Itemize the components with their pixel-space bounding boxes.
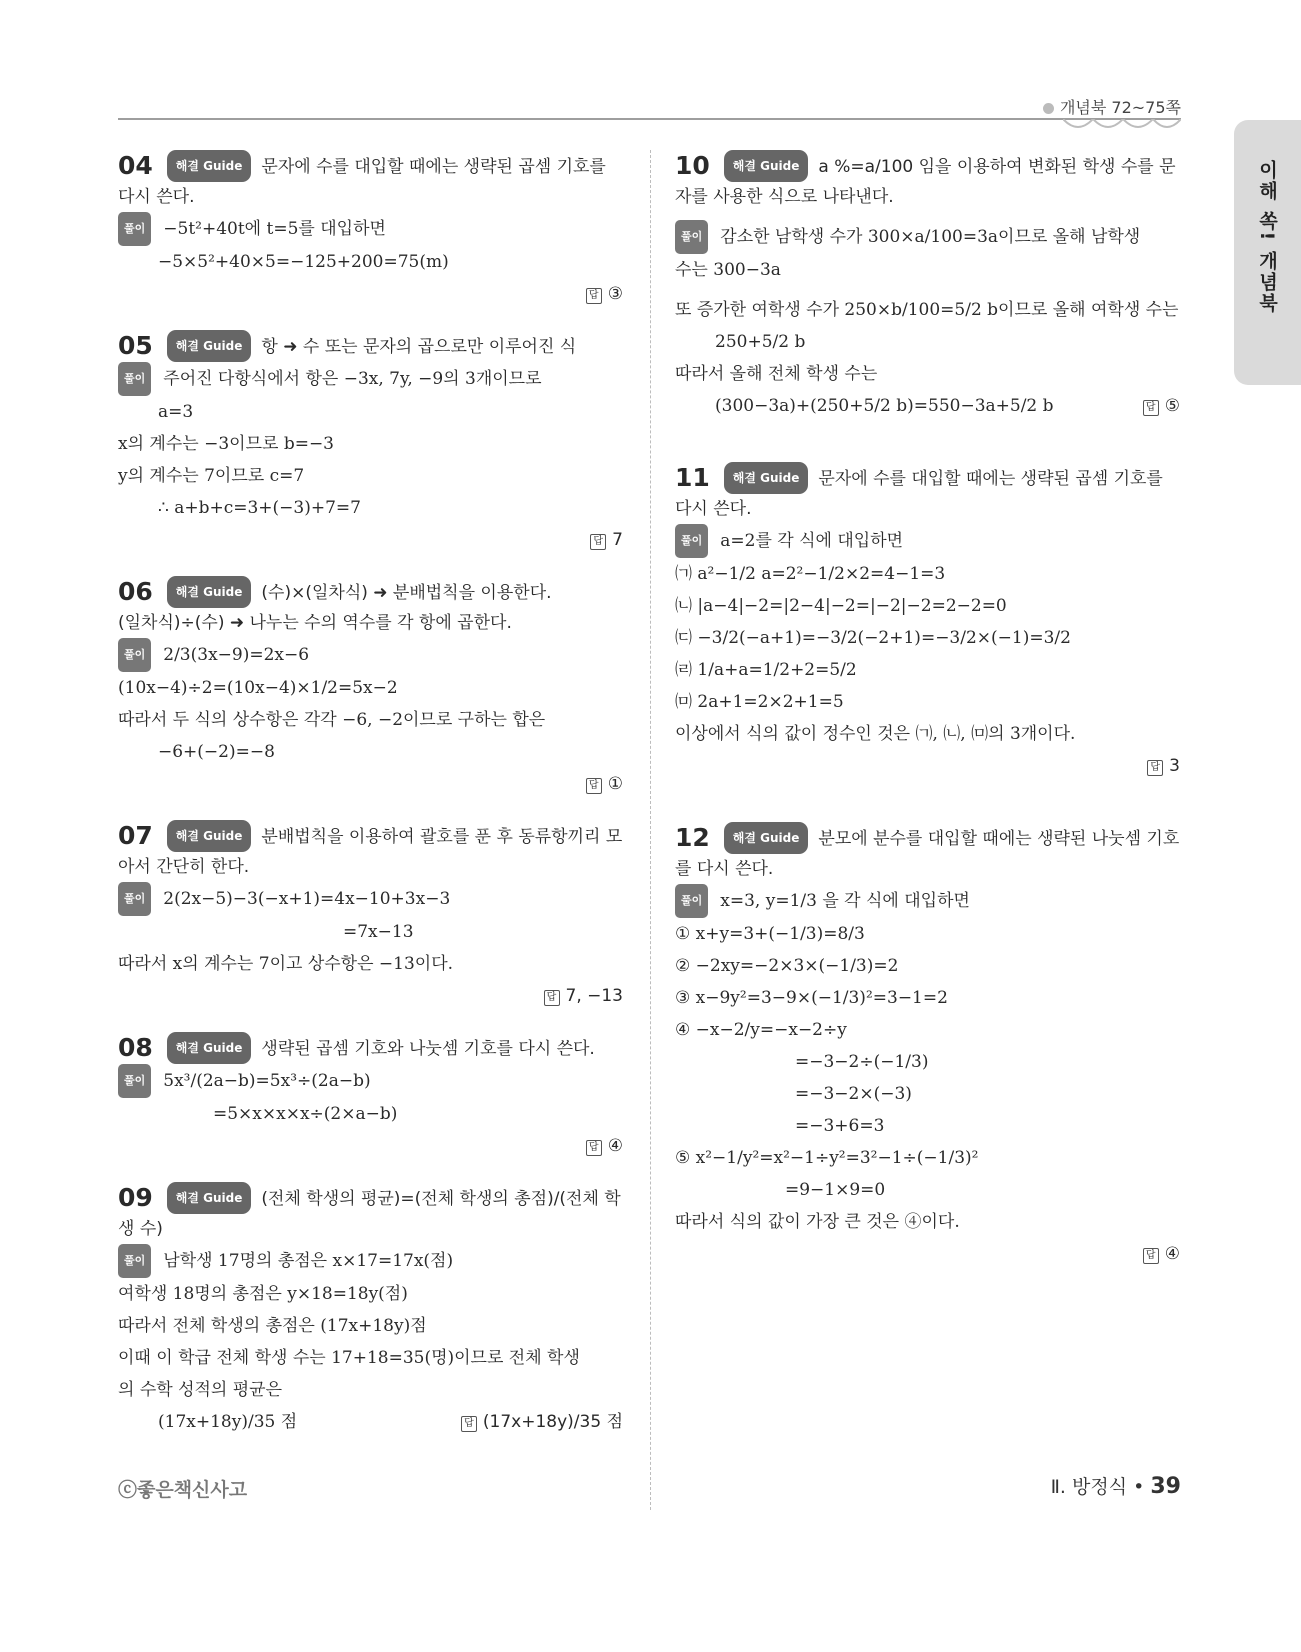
answer [1143, 390, 1180, 422]
problem-06 [118, 576, 623, 800]
solution-line: ② −2xy=−2×3×(−1/3)=2 [675, 956, 899, 976]
solution-line: 따라서 전체 학생의 총점은 (17x+18y)점 [118, 1316, 427, 1336]
chapter-label: Ⅱ. 방정식 • [1050, 1476, 1145, 1498]
solution-line: =9−1×9=0 [785, 1180, 886, 1200]
page-footer [1051, 1472, 1181, 1499]
header-rule [118, 118, 1181, 120]
bullet-dot-icon [1043, 103, 1054, 114]
solution-line: −6+(−2)=−8 [158, 742, 275, 762]
guide-text: 문자에 수를 대입할 때에는 생략된 곱셈 기호를 다시 쓴다. [118, 157, 606, 207]
solution-line: 감소한 남학생 수가 300×a/100=3a이므로 올해 남학생 [720, 227, 1141, 247]
answer [461, 1406, 623, 1438]
solution-line: ㈁ |a−4|−2=|2−4|−2=|−2|−2=2−2=0 [675, 596, 1007, 616]
solution-line: ⑤ x²−1/y²=x²−1÷y²=3²−1÷(−1/3)² [675, 1148, 979, 1168]
answer-value: 3 [1169, 756, 1180, 776]
solution-line: ㈃ 1/a+a=1/2+2=5/2 [675, 660, 857, 680]
guide-text: 생략된 곱셈 기호와 나눗셈 기호를 다시 쓴다. [261, 1039, 595, 1059]
right-column [675, 150, 1180, 1290]
page-number: 39 [1150, 1474, 1181, 1499]
chapter-side-tab: 이해 쏙! 개념북 [1234, 120, 1301, 385]
answer-tag: 답 [544, 990, 560, 1006]
problem-05 [118, 330, 623, 556]
solution-line: (17x+18y)/35 점 [158, 1412, 298, 1432]
problem-10 [675, 150, 1180, 422]
solution-line: −5×5²+40×5=−125+200=75(m) [158, 252, 449, 272]
solution-line: 2/3(3x−9)=2x−6 [163, 645, 310, 665]
solution-badge: 풀이 [675, 220, 708, 254]
solution-line: ④ −x−2/y=−x−2÷y [675, 1020, 847, 1040]
solution-line: 또 증가한 여학생 수가 250×b/100=5/2 b이므로 올해 여학생 수는 [675, 300, 1179, 320]
guide-badge: 해결 Guide [724, 822, 809, 854]
solution-line: (300−3a)+(250+5/2 b)=550−3a+5/2 b [715, 396, 1054, 416]
solution-line: 주어진 다항식에서 항은 −3x, 7y, −9의 3개이므로 [163, 369, 542, 389]
guide-badge: 해결 Guide [724, 462, 809, 494]
answer-tag: 답 [590, 534, 606, 550]
problem-number: 08 [118, 1033, 153, 1062]
publisher-logo: ⓒ좋은책신사고 [118, 1479, 248, 1501]
problem-number: 10 [675, 151, 710, 180]
answer-value: (17x+18y)/35 점 [482, 1412, 623, 1432]
problem-07 [118, 820, 623, 1012]
guide-badge: 해결 Guide [167, 576, 252, 608]
solution-line: x=3, y=1/3 을 각 식에 대입하면 [720, 891, 970, 911]
solution-badge: 풀이 [118, 1244, 151, 1278]
answer-value: ⑤ [1164, 396, 1180, 416]
solution-line: y의 계수는 7이므로 c=7 [118, 466, 305, 486]
solution-line: 따라서 올해 전체 학생 수는 [675, 364, 878, 384]
guide-badge: 해결 Guide [167, 150, 252, 182]
solution-line: ㈂ −3/2(−a+1)=−3/2(−2+1)=−3/2×(−1)=3/2 [675, 628, 1071, 648]
solution-line: ③ x−9y²=3−9×(−1/3)²=3−1=2 [675, 988, 948, 1008]
solution-line: =−3−2÷(−1/3) [795, 1052, 929, 1072]
guide-badge: 해결 Guide [724, 150, 809, 182]
solution-badge: 풀이 [118, 882, 151, 916]
solution-line: ① x+y=3+(−1/3)=8/3 [675, 924, 865, 944]
guide-text: 분배법칙을 이용하여 괄호를 푼 후 동류항끼리 모아서 간단히 한다. [118, 827, 623, 877]
solution-line: (10x−4)÷2=(10x−4)×1/2=5x−2 [118, 678, 398, 698]
answer-value: 7 [612, 530, 623, 550]
solution-line: =5×x×x×x÷(2×a−b) [213, 1104, 398, 1124]
column-divider [650, 150, 651, 1510]
solution-line: 250+5/2 b [715, 332, 806, 352]
problem-number: 09 [118, 1183, 153, 1212]
answer-tag: 답 [1143, 400, 1159, 416]
answer-tag: 답 [586, 288, 602, 304]
answer-tag: 답 [586, 1140, 602, 1156]
problem-number: 05 [118, 331, 153, 360]
guide-text: 문자에 수를 대입할 때에는 생략된 곱셈 기호를 다시 쓴다. [675, 469, 1163, 519]
left-column [118, 150, 623, 1458]
solution-line: a=3 [158, 402, 194, 422]
problem-number: 04 [118, 151, 153, 180]
answer-value: ④ [607, 1136, 623, 1156]
solution-badge: 풀이 [675, 884, 708, 918]
book-page-reference: 개념북 72~75쪽 [1043, 95, 1181, 118]
answer [118, 980, 623, 1012]
solution-badge: 풀이 [118, 212, 151, 246]
guide-text: 분모에 분수를 대입할 때에는 생략된 나눗셈 기호를 다시 쓴다. [675, 829, 1180, 879]
guide-text: (전체 학생의 평균)=(전체 학생의 총점)/(전체 학생 수) [118, 1189, 621, 1239]
guide-badge: 해결 Guide [167, 1182, 252, 1214]
answer [118, 768, 623, 800]
solution-line: ∴ a+b+c=3+(−3)+7=7 [158, 498, 361, 518]
guide-text: (수)×(일차식) ➜ 분배법칙을 이용한다. [261, 583, 552, 603]
solution-line: 5x³/(2a−b)=5x³÷(2a−b) [163, 1071, 371, 1091]
problem-08 [118, 1032, 623, 1162]
answer [118, 1130, 623, 1162]
solution-line: −5t²+40t에 t=5를 대입하면 [163, 219, 386, 239]
solution-line: 따라서 두 식의 상수항은 각각 −6, −2이므로 구하는 합은 [118, 710, 546, 730]
answer [118, 524, 623, 556]
problem-number: 07 [118, 821, 153, 850]
solution-line: a=2를 각 식에 대입하면 [720, 531, 904, 551]
answer-value: ③ [607, 284, 623, 304]
guide-badge: 해결 Guide [167, 1032, 252, 1064]
problem-number: 06 [118, 577, 153, 606]
solution-line: 따라서 x의 계수는 7이고 상수항은 −13이다. [118, 954, 454, 974]
solution-line: 따라서 식의 값이 가장 큰 것은 ④이다. [675, 1212, 960, 1232]
guide-text: (일차식)÷(수) ➜ 나누는 수의 역수를 각 항에 곱한다. [118, 613, 512, 633]
answer-tag: 답 [1147, 760, 1163, 776]
solution-line: 의 수학 성적의 평균은 [118, 1380, 283, 1400]
solution-line: =−3+6=3 [795, 1116, 885, 1136]
solution-badge: 풀이 [675, 524, 708, 558]
answer-value: 7, −13 [565, 986, 623, 1006]
problem-09 [118, 1182, 623, 1438]
answer-tag: 답 [1143, 1248, 1159, 1264]
answer-tag: 답 [586, 778, 602, 794]
solution-line: 이때 이 학급 전체 학생 수는 17+18=35(명)이므로 전체 학생 [118, 1348, 580, 1368]
solution-line: 2(2x−5)−3(−x+1)=4x−10+3x−3 [163, 889, 451, 909]
guide-badge: 해결 Guide [167, 330, 252, 362]
guide-text: 항 ➜ 수 또는 문자의 곱으로만 이루어진 식 [261, 337, 577, 357]
problem-number: 12 [675, 823, 710, 852]
answer [675, 1238, 1180, 1270]
solution-line: ㈄ 2a+1=2×2+1=5 [675, 692, 844, 712]
answer-tag: 답 [461, 1416, 477, 1432]
answer [675, 750, 1180, 782]
solution-line: 남학생 17명의 총점은 x×17=17x(점) [163, 1251, 454, 1271]
solution-line: 수는 300−3a [675, 260, 781, 280]
solution-line: ㈀ a²−1/2 a=2²−1/2×2=4−1=3 [675, 564, 946, 584]
solution-line: =−3−2×(−3) [795, 1084, 912, 1104]
problem-11 [675, 462, 1180, 782]
solution-line: x의 계수는 −3이므로 b=−3 [118, 434, 334, 454]
guide-text: a %=a/100 임을 이용하여 변화된 학생 수를 문자를 사용한 식으로 나타낸다. [675, 157, 1176, 207]
answer-value: ① [607, 774, 623, 794]
solution-line: =7x−13 [343, 922, 414, 942]
solution-badge: 풀이 [118, 1064, 151, 1098]
solution-line: 이상에서 식의 값이 정수인 것은 ㈀, ㈁, ㈄의 3개이다. [675, 724, 1076, 744]
solution-badge: 풀이 [118, 638, 151, 672]
header-wave-decoration [1063, 119, 1181, 133]
problem-number: 11 [675, 463, 710, 492]
guide-badge: 해결 Guide [167, 820, 252, 852]
answer-value: ④ [1164, 1244, 1180, 1264]
problem-12 [675, 822, 1180, 1270]
answer [118, 278, 623, 310]
solution-badge: 풀이 [118, 362, 151, 396]
solution-line: 여학생 18명의 총점은 y×18=18y(점) [118, 1284, 408, 1304]
problem-04 [118, 150, 623, 310]
